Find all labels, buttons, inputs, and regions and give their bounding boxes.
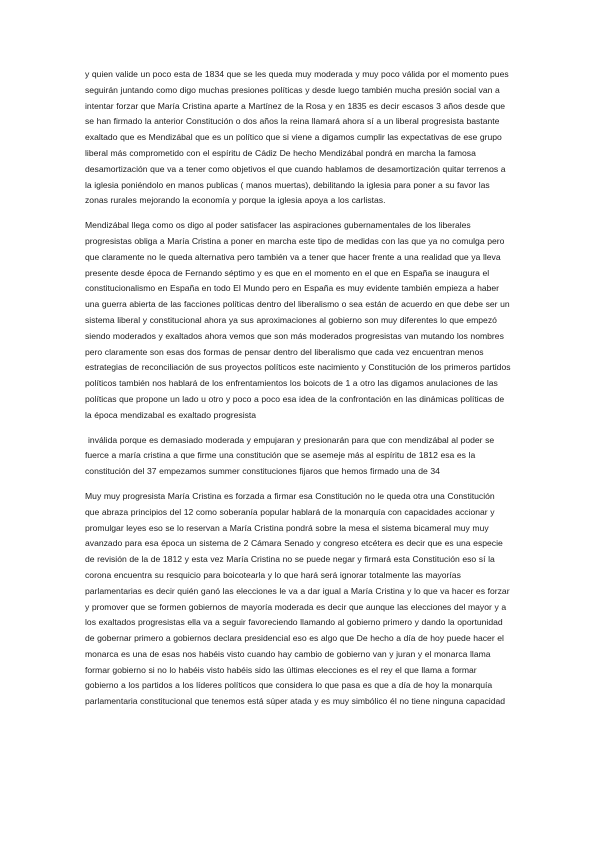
paragraph-2: Mendizábal llega como os digo al poder satisfacer las aspiraciones gubernamentales de los liberales progresistas obliga a María Cristina a poner en marcha este tipo de medidas con las que ya no comulga pero que claramente no le queda alternativa pero también va a tener que hacer frente a una realidad que ya lleva presente desde época de Fernando séptimo y es que en el momento en el que en España se inaugura el constitucionalismo en España en todo El Mundo pero en España es muy evidente también empieza a haber una guerra abierta de las facciones políticas dentro del liberalismo o sea están de acuerdo en que debe ser un sistema liberal y constitucional ahora ya sus aproximaciones al gobierno son muy diferentes lo que empezó siendo moderados y exaltados ahora vemos que son más moderados progresistas van mutando los nombres pero claramente son esas dos formas de pensar dentro del liberalismo que cada vez encuentran menos estrategias de reconciliación de sus proyectos políticos este nacimiento y Constitución de los primeros partidos políticos también nos hablará de los enfrentamientos los boicots de 1 a otro las digamos anulaciones de las políticas que propone un lado u otro y poco a poco esa idea de la confrontación en las dinámicas políticas de la época mendizabal es exaltado progresista <box>85 220 511 420</box>
paragraph-3: inválida porque es demasiado moderada y empujaran y presionarán para que con mendizábal al poder se fuerce a maría cristina a que firme una constitución que se asemeje más al espíritu de 1812 esa es la constitución del 37 empezamos summer constituciones fijaros que hemos firmado una de 34 <box>85 434 495 477</box>
paragraph-4: Muy muy progresista María Cristina es forzada a firmar esa Constitución no le queda otra una Constitución que abraza principios del 12 como soberanía popular hablará de la monarquía con capacidades accionar y promulgar leyes eso se lo reservan a María Cristina pondrá sobre la mesa el sistema bicameral muy muy avanzado para esa época un sistema de 2 Cámara Senado y congreso etcétera es decir que es una especie de revisión de la de 1812 y esta vez María Cristina no se puede negar y firmará esta Constitución eso sí la corona encuentra su resquicio para boicotearla y lo que hará será ignorar totalmente las mayorías parlamentarias es decir quién ganó las elecciones le va a dar igual a María Cristina y lo que va hacer es forzar y promover que se formen gobiernos de mayoría moderada es decir que aunque las elecciones del mayor y a los exaltados progresistas ella va a seguir favoreciendo llamando al gobierno primero y dando la oportunidad de gobernar primero a gobiernos declara presidencial eso es algo que De hecho a día de hoy puede hacer el monarca es una de esas nos habéis visto cuando hay cambio de gobierno van y juran y el monarca llama formar gobierno si no lo habéis visto habéis sido las últimas elecciones es el rey el que llama a formar gobierno a los partidos a los líderes políticos que considera lo que pasa es que a día de hoy la monarquía parlamentaria constitucional que tenemos está súper atada y es muy simbólico él no tiene ninguna capacidad <box>85 490 510 707</box>
paragraph-1: y quien valide un poco esta de 1834 que se les queda muy moderada y muy poco válida por el momento pues seguirán juntando como digo muchas presiones políticas y desde luego también mucha presión social van a intentar forzar que María Cristina aparte a Martínez de la Rosa y en 1835 es decir escasos 3 años desde que se han firmado la anterior Constitución o dos años la reina llamará ahora sí a un liberal progresista bastante exaltado que es Mendizábal que es un político que si viene a digamos cumplir las expectativas de ese grupo liberal más comprometido con el espíritu de Cádiz De hecho Mendizábal pondrá en marcha la famosa desamortización que va a tener como objetivos el que cuando hablamos de desamortización quitar terrenos a la iglesia poniéndolo en manos publicas ( manos muertas), debilitando la iglesia para poner a su favor las zonas rurales mejorando la economía y porque la iglesia apoya a los carlistas. <box>85 69 509 206</box>
